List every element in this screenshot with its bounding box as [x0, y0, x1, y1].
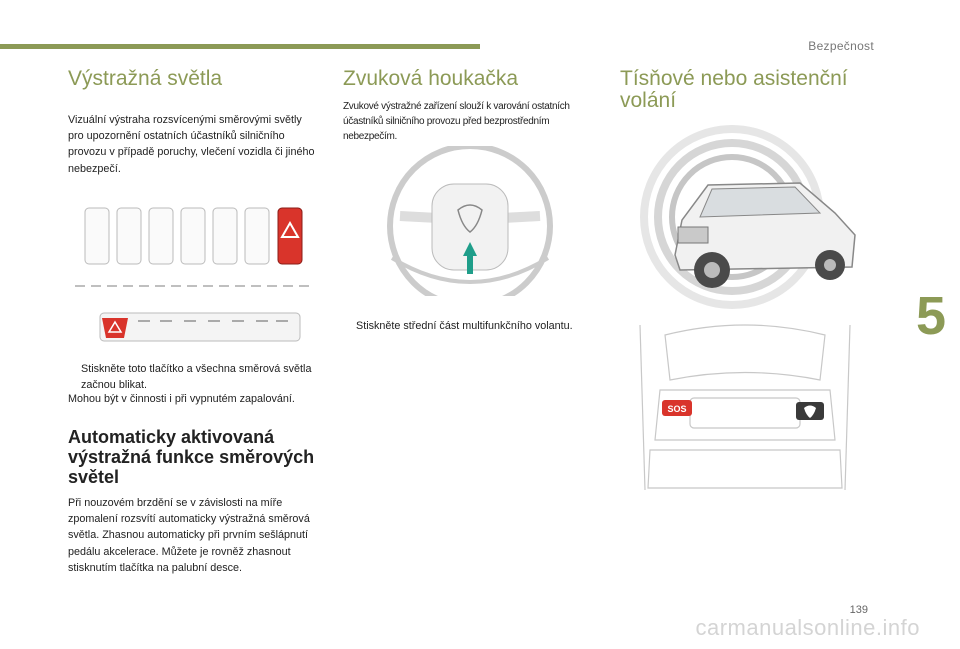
steering-wheel-illustration — [380, 146, 560, 296]
hazard-bullet — [68, 361, 323, 393]
horn-bullet — [343, 318, 593, 334]
auto-hazard-body: Při nouzovém brzdění se v závislosti na míře zpomalení rozsvítí automaticky výstražná směrová světla. Zhasnou automaticky při prvním sešlápnutí pedálu akcelerace. Můžete je rovněž zhasnout stisknutím tlačítka na palubní desce. — [68, 497, 310, 574]
hazard-switch-panel-illustration — [60, 198, 330, 358]
horn-title: Zvuková houkačka — [343, 67, 519, 90]
auto-hazard-subtitle: Automaticky aktivovaná výstražná funkce směrových světel — [68, 427, 315, 487]
hazard-note: Mohou být v činnosti i při vypnutém zapalování. — [68, 393, 295, 405]
hazard-lights-title: Výstražná světla — [68, 67, 223, 90]
page-number: 139 — [849, 604, 868, 616]
ceiling-console-illustration — [630, 320, 860, 495]
watermark: carmanualsonline.info — [695, 615, 920, 640]
emergency-call-title: Tísňové nebo asistenční volání — [620, 67, 848, 113]
car-connectivity-illustration — [630, 125, 870, 310]
sos-label: SOS — [667, 404, 687, 414]
section-label: Bezpečnost — [808, 39, 874, 53]
horn-intro: Zvukové výstražné zařízení slouží k varování ostatních účastníků silničního provozu před bezprostředním nebezpečím. — [343, 101, 570, 142]
horn-bullet-text: Stiskněte střední část multifunkčního volantu. — [356, 320, 573, 332]
chapter-number: 5 — [915, 286, 946, 346]
header-accent-bar — [0, 44, 480, 49]
hazard-bullet-text: Stiskněte toto tlačítko a všechna směrová světla začnou blikat. — [81, 363, 312, 392]
hazard-lights-intro: Vizuální výstraha rozsvícenými směrovými světly pro upozornění ostatních účastníků silničního provozu v případě poruchy, vlečení vozidla či jiného nebezpečí. — [68, 114, 315, 175]
